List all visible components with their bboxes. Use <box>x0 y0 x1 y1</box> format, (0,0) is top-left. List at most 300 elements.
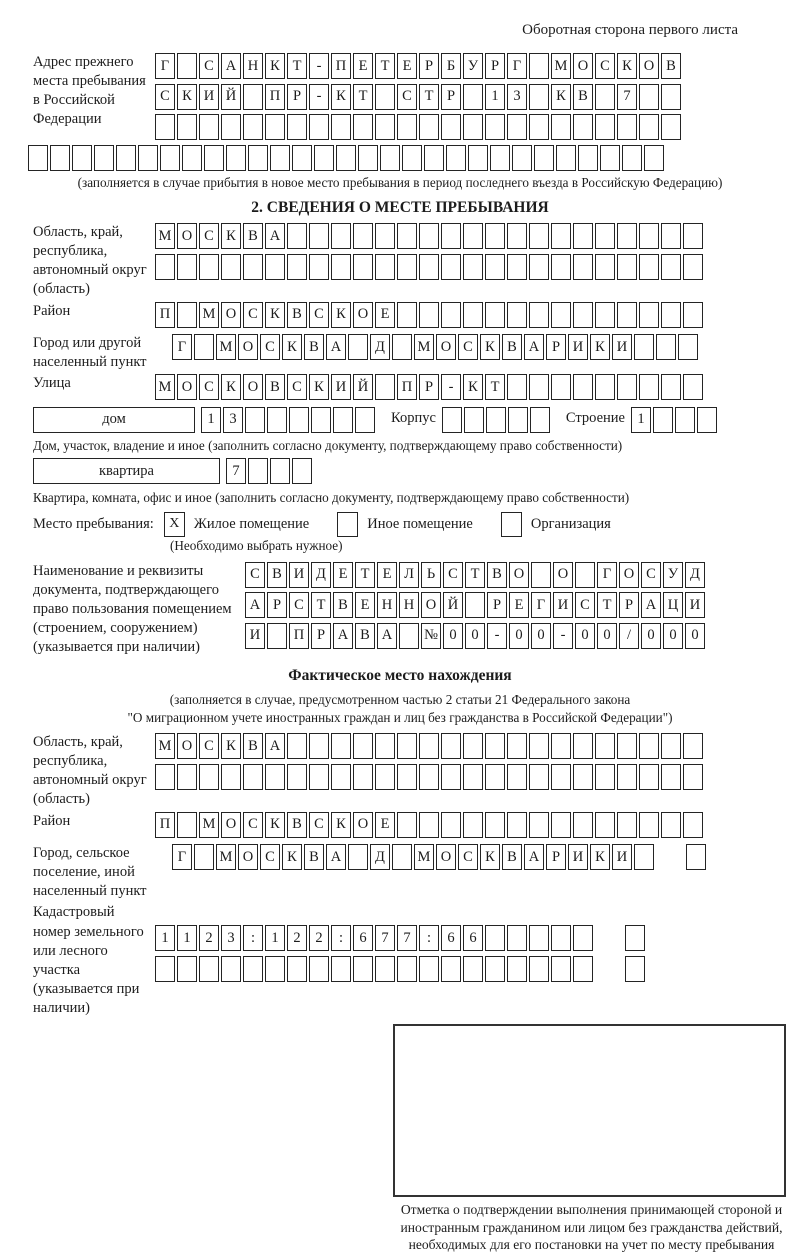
residential-checkbox[interactable]: X <box>164 512 185 537</box>
char-box[interactable]: И <box>612 334 632 360</box>
char-box[interactable] <box>639 84 659 110</box>
char-box[interactable] <box>661 254 681 280</box>
char-box[interactable] <box>683 733 703 759</box>
char-box[interactable] <box>375 764 395 790</box>
char-box[interactable]: 6 <box>441 925 461 951</box>
char-box[interactable]: Т <box>597 592 617 618</box>
char-box[interactable] <box>441 733 461 759</box>
char-box[interactable]: О <box>436 844 456 870</box>
char-box[interactable] <box>661 733 681 759</box>
char-box[interactable]: 2 <box>199 925 219 951</box>
char-box[interactable] <box>331 254 351 280</box>
char-box[interactable] <box>419 254 439 280</box>
char-box[interactable] <box>639 733 659 759</box>
char-box[interactable]: С <box>575 592 595 618</box>
char-box[interactable]: А <box>641 592 661 618</box>
char-box[interactable]: 0 <box>575 623 595 649</box>
char-box[interactable]: Д <box>370 844 390 870</box>
char-box[interactable] <box>375 223 395 249</box>
char-box[interactable] <box>348 334 368 360</box>
char-box[interactable]: Т <box>465 562 485 588</box>
char-box[interactable] <box>309 114 329 140</box>
char-box[interactable] <box>639 374 659 400</box>
char-box[interactable] <box>464 407 484 433</box>
char-box[interactable]: Д <box>685 562 705 588</box>
char-box[interactable] <box>551 254 571 280</box>
char-box[interactable]: О <box>238 334 258 360</box>
char-box[interactable] <box>686 844 706 870</box>
char-box[interactable] <box>358 145 378 171</box>
char-box[interactable] <box>551 223 571 249</box>
char-box[interactable] <box>617 812 637 838</box>
char-box[interactable] <box>465 592 485 618</box>
char-box[interactable] <box>353 223 373 249</box>
char-box[interactable]: 0 <box>531 623 551 649</box>
char-box[interactable]: О <box>177 374 197 400</box>
char-box[interactable] <box>485 764 505 790</box>
char-box[interactable] <box>529 733 549 759</box>
char-box[interactable] <box>199 254 219 280</box>
char-box[interactable]: А <box>326 334 346 360</box>
char-box[interactable] <box>270 458 290 484</box>
char-box[interactable] <box>243 956 263 982</box>
char-box[interactable]: 1 <box>201 407 221 433</box>
char-box[interactable] <box>656 334 676 360</box>
char-box[interactable] <box>595 764 615 790</box>
char-box[interactable] <box>573 956 593 982</box>
char-box[interactable] <box>595 812 615 838</box>
char-box[interactable] <box>485 956 505 982</box>
char-box[interactable]: О <box>243 374 263 400</box>
char-box[interactable]: С <box>595 53 615 79</box>
char-box[interactable]: И <box>199 84 219 110</box>
char-box[interactable]: : <box>331 925 351 951</box>
char-box[interactable] <box>639 223 659 249</box>
char-box[interactable] <box>617 374 637 400</box>
char-box[interactable]: У <box>663 562 683 588</box>
char-box[interactable]: К <box>282 334 302 360</box>
char-box[interactable]: Т <box>287 53 307 79</box>
char-box[interactable] <box>625 925 645 951</box>
char-box[interactable] <box>485 114 505 140</box>
char-box[interactable]: К <box>331 302 351 328</box>
char-box[interactable] <box>245 407 265 433</box>
char-box[interactable]: Е <box>353 53 373 79</box>
char-box[interactable]: М <box>414 844 434 870</box>
char-box[interactable] <box>155 956 175 982</box>
char-box[interactable]: В <box>502 844 522 870</box>
char-box[interactable] <box>265 114 285 140</box>
char-box[interactable]: В <box>243 223 263 249</box>
char-box[interactable]: И <box>331 374 351 400</box>
char-box[interactable] <box>573 733 593 759</box>
char-box[interactable]: О <box>619 562 639 588</box>
char-box[interactable]: Й <box>353 374 373 400</box>
char-box[interactable]: Е <box>397 53 417 79</box>
char-box[interactable]: С <box>287 374 307 400</box>
char-box[interactable] <box>529 53 549 79</box>
char-box[interactable]: П <box>265 84 285 110</box>
char-box[interactable] <box>270 145 290 171</box>
char-box[interactable]: Е <box>333 562 353 588</box>
char-box[interactable]: К <box>480 844 500 870</box>
char-box[interactable]: 2 <box>287 925 307 951</box>
char-box[interactable] <box>419 733 439 759</box>
char-box[interactable] <box>573 223 593 249</box>
char-box[interactable] <box>507 925 527 951</box>
char-box[interactable] <box>573 254 593 280</box>
char-box[interactable] <box>331 114 351 140</box>
char-box[interactable]: О <box>553 562 573 588</box>
char-box[interactable] <box>309 254 329 280</box>
char-box[interactable] <box>617 254 637 280</box>
char-box[interactable]: С <box>199 374 219 400</box>
char-box[interactable]: М <box>551 53 571 79</box>
char-box[interactable] <box>441 956 461 982</box>
char-box[interactable]: О <box>509 562 529 588</box>
char-box[interactable]: Е <box>377 562 397 588</box>
char-box[interactable]: В <box>502 334 522 360</box>
char-box[interactable] <box>675 407 695 433</box>
char-box[interactable] <box>243 114 263 140</box>
char-box[interactable] <box>292 145 312 171</box>
char-box[interactable] <box>595 254 615 280</box>
char-box[interactable]: Р <box>619 592 639 618</box>
char-box[interactable] <box>441 764 461 790</box>
char-box[interactable]: К <box>590 334 610 360</box>
char-box[interactable] <box>267 407 287 433</box>
char-box[interactable] <box>194 844 214 870</box>
char-box[interactable]: К <box>331 812 351 838</box>
char-box[interactable] <box>221 764 241 790</box>
char-box[interactable]: : <box>419 925 439 951</box>
char-box[interactable] <box>243 84 263 110</box>
char-box[interactable] <box>353 764 373 790</box>
char-box[interactable] <box>331 223 351 249</box>
char-box[interactable] <box>683 223 703 249</box>
char-box[interactable] <box>617 302 637 328</box>
char-box[interactable]: А <box>377 623 397 649</box>
char-box[interactable] <box>419 764 439 790</box>
char-box[interactable]: Г <box>172 334 192 360</box>
char-box[interactable]: К <box>265 302 285 328</box>
char-box[interactable] <box>392 334 412 360</box>
char-box[interactable] <box>375 114 395 140</box>
char-box[interactable]: М <box>155 374 175 400</box>
char-box[interactable]: С <box>309 302 329 328</box>
char-box[interactable] <box>397 254 417 280</box>
char-box[interactable] <box>177 302 197 328</box>
char-box[interactable]: С <box>260 334 280 360</box>
char-box[interactable] <box>221 956 241 982</box>
char-box[interactable]: О <box>177 733 197 759</box>
char-box[interactable]: 0 <box>641 623 661 649</box>
char-box[interactable]: Е <box>375 302 395 328</box>
char-box[interactable] <box>507 812 527 838</box>
char-box[interactable] <box>375 374 395 400</box>
char-box[interactable]: М <box>199 812 219 838</box>
char-box[interactable]: Л <box>399 562 419 588</box>
char-box[interactable]: А <box>265 223 285 249</box>
char-box[interactable] <box>419 223 439 249</box>
char-box[interactable]: 3 <box>507 84 527 110</box>
char-box[interactable] <box>485 925 505 951</box>
char-box[interactable]: С <box>458 334 478 360</box>
char-box[interactable] <box>634 334 654 360</box>
char-box[interactable] <box>512 145 532 171</box>
char-box[interactable]: И <box>553 592 573 618</box>
char-box[interactable] <box>199 764 219 790</box>
char-box[interactable] <box>138 145 158 171</box>
char-box[interactable] <box>573 374 593 400</box>
char-box[interactable]: Д <box>370 334 390 360</box>
char-box[interactable]: Й <box>443 592 463 618</box>
char-box[interactable]: С <box>397 84 417 110</box>
char-box[interactable] <box>485 733 505 759</box>
char-box[interactable] <box>336 145 356 171</box>
char-box[interactable]: Р <box>311 623 331 649</box>
char-box[interactable]: 1 <box>485 84 505 110</box>
char-box[interactable] <box>683 302 703 328</box>
char-box[interactable]: К <box>551 84 571 110</box>
char-box[interactable]: К <box>309 374 329 400</box>
char-box[interactable]: И <box>612 844 632 870</box>
char-box[interactable]: - <box>487 623 507 649</box>
char-box[interactable]: Р <box>485 53 505 79</box>
char-box[interactable] <box>353 956 373 982</box>
char-box[interactable] <box>617 733 637 759</box>
char-box[interactable] <box>287 223 307 249</box>
char-box[interactable] <box>399 623 419 649</box>
char-box[interactable]: В <box>487 562 507 588</box>
char-box[interactable]: Н <box>399 592 419 618</box>
char-box[interactable] <box>529 374 549 400</box>
char-box[interactable]: К <box>221 733 241 759</box>
char-box[interactable]: В <box>661 53 681 79</box>
char-box[interactable] <box>375 956 395 982</box>
char-box[interactable] <box>199 114 219 140</box>
char-box[interactable]: А <box>326 844 346 870</box>
char-box[interactable] <box>348 844 368 870</box>
char-box[interactable] <box>485 254 505 280</box>
char-box[interactable] <box>463 114 483 140</box>
char-box[interactable] <box>194 334 214 360</box>
char-box[interactable]: 2 <box>309 925 329 951</box>
char-box[interactable] <box>375 733 395 759</box>
char-box[interactable] <box>534 145 554 171</box>
char-box[interactable]: С <box>155 84 175 110</box>
char-box[interactable] <box>155 114 175 140</box>
char-box[interactable] <box>529 254 549 280</box>
char-box[interactable] <box>661 302 681 328</box>
char-box[interactable] <box>243 764 263 790</box>
char-box[interactable] <box>661 223 681 249</box>
char-box[interactable]: В <box>287 302 307 328</box>
char-box[interactable]: Т <box>311 592 331 618</box>
char-box[interactable]: О <box>436 334 456 360</box>
char-box[interactable] <box>287 733 307 759</box>
char-box[interactable]: С <box>243 302 263 328</box>
char-box[interactable]: О <box>353 812 373 838</box>
char-box[interactable] <box>402 145 422 171</box>
char-box[interactable]: С <box>641 562 661 588</box>
char-box[interactable] <box>265 254 285 280</box>
char-box[interactable]: 3 <box>223 407 243 433</box>
char-box[interactable] <box>529 812 549 838</box>
char-box[interactable] <box>551 374 571 400</box>
char-box[interactable] <box>490 145 510 171</box>
char-box[interactable]: Т <box>375 53 395 79</box>
char-box[interactable]: О <box>177 223 197 249</box>
char-box[interactable]: П <box>397 374 417 400</box>
char-box[interactable] <box>314 145 334 171</box>
char-box[interactable]: С <box>458 844 478 870</box>
char-box[interactable] <box>419 812 439 838</box>
char-box[interactable]: С <box>199 223 219 249</box>
char-box[interactable] <box>683 254 703 280</box>
char-box[interactable] <box>28 145 48 171</box>
char-box[interactable]: Р <box>419 53 439 79</box>
char-box[interactable] <box>507 733 527 759</box>
char-box[interactable]: Т <box>353 84 373 110</box>
char-box[interactable]: : <box>243 925 263 951</box>
char-box[interactable]: 1 <box>177 925 197 951</box>
char-box[interactable]: О <box>221 812 241 838</box>
char-box[interactable] <box>287 254 307 280</box>
char-box[interactable] <box>199 956 219 982</box>
char-box[interactable] <box>463 84 483 110</box>
char-box[interactable] <box>397 733 417 759</box>
char-box[interactable] <box>551 302 571 328</box>
char-box[interactable]: П <box>289 623 309 649</box>
char-box[interactable] <box>507 223 527 249</box>
char-box[interactable] <box>397 812 417 838</box>
char-box[interactable]: К <box>590 844 610 870</box>
char-box[interactable] <box>463 302 483 328</box>
char-box[interactable]: Р <box>267 592 287 618</box>
char-box[interactable]: А <box>524 844 544 870</box>
char-box[interactable]: В <box>267 562 287 588</box>
char-box[interactable]: С <box>443 562 463 588</box>
char-box[interactable]: А <box>524 334 544 360</box>
char-box[interactable] <box>639 254 659 280</box>
char-box[interactable]: П <box>155 812 175 838</box>
char-box[interactable] <box>531 562 551 588</box>
char-box[interactable]: К <box>463 374 483 400</box>
char-box[interactable] <box>116 145 136 171</box>
char-box[interactable] <box>441 114 461 140</box>
char-box[interactable] <box>397 114 417 140</box>
char-box[interactable]: С <box>243 812 263 838</box>
char-box[interactable]: Е <box>355 592 375 618</box>
char-box[interactable] <box>573 302 593 328</box>
char-box[interactable]: / <box>619 623 639 649</box>
char-box[interactable]: 7 <box>226 458 246 484</box>
char-box[interactable] <box>639 114 659 140</box>
char-box[interactable]: 0 <box>597 623 617 649</box>
char-box[interactable]: Т <box>485 374 505 400</box>
char-box[interactable] <box>331 764 351 790</box>
char-box[interactable]: Б <box>441 53 461 79</box>
char-box[interactable]: К <box>265 53 285 79</box>
char-box[interactable] <box>551 925 571 951</box>
char-box[interactable]: Е <box>509 592 529 618</box>
char-box[interactable]: М <box>216 844 236 870</box>
char-box[interactable] <box>380 145 400 171</box>
char-box[interactable] <box>575 562 595 588</box>
char-box[interactable] <box>94 145 114 171</box>
char-box[interactable] <box>625 956 645 982</box>
char-box[interactable]: К <box>480 334 500 360</box>
char-box[interactable]: С <box>260 844 280 870</box>
char-box[interactable] <box>600 145 620 171</box>
char-box[interactable] <box>397 223 417 249</box>
char-box[interactable]: - <box>309 84 329 110</box>
char-box[interactable]: В <box>243 733 263 759</box>
char-box[interactable]: В <box>355 623 375 649</box>
char-box[interactable] <box>463 254 483 280</box>
char-box[interactable] <box>639 812 659 838</box>
char-box[interactable] <box>486 407 506 433</box>
char-box[interactable] <box>529 114 549 140</box>
char-box[interactable] <box>177 53 197 79</box>
char-box[interactable] <box>446 145 466 171</box>
char-box[interactable] <box>595 302 615 328</box>
char-box[interactable] <box>160 145 180 171</box>
char-box[interactable] <box>441 812 461 838</box>
char-box[interactable]: В <box>573 84 593 110</box>
char-box[interactable] <box>333 407 353 433</box>
char-box[interactable] <box>551 812 571 838</box>
char-box[interactable] <box>309 956 329 982</box>
char-box[interactable]: И <box>568 844 588 870</box>
char-box[interactable] <box>530 407 550 433</box>
char-box[interactable]: А <box>245 592 265 618</box>
char-box[interactable]: К <box>265 812 285 838</box>
char-box[interactable]: С <box>309 812 329 838</box>
char-box[interactable]: Р <box>287 84 307 110</box>
char-box[interactable]: Т <box>355 562 375 588</box>
char-box[interactable]: И <box>245 623 265 649</box>
char-box[interactable]: А <box>221 53 241 79</box>
other-premises-checkbox[interactable] <box>337 512 358 537</box>
char-box[interactable]: Н <box>243 53 263 79</box>
char-box[interactable]: У <box>463 53 483 79</box>
char-box[interactable] <box>243 254 263 280</box>
char-box[interactable]: О <box>221 302 241 328</box>
char-box[interactable]: О <box>639 53 659 79</box>
char-box[interactable] <box>595 84 615 110</box>
char-box[interactable] <box>177 764 197 790</box>
char-box[interactable]: 0 <box>663 623 683 649</box>
char-box[interactable]: - <box>309 53 329 79</box>
char-box[interactable]: М <box>155 223 175 249</box>
char-box[interactable] <box>551 733 571 759</box>
char-box[interactable] <box>204 145 224 171</box>
char-box[interactable] <box>617 114 637 140</box>
char-box[interactable] <box>634 844 654 870</box>
char-box[interactable] <box>573 114 593 140</box>
char-box[interactable] <box>50 145 70 171</box>
char-box[interactable]: К <box>221 223 241 249</box>
char-box[interactable] <box>331 733 351 759</box>
char-box[interactable]: Н <box>377 592 397 618</box>
char-box[interactable]: 1 <box>631 407 651 433</box>
char-box[interactable]: М <box>414 334 434 360</box>
char-box[interactable] <box>661 84 681 110</box>
char-box[interactable]: В <box>304 844 324 870</box>
char-box[interactable] <box>248 145 268 171</box>
